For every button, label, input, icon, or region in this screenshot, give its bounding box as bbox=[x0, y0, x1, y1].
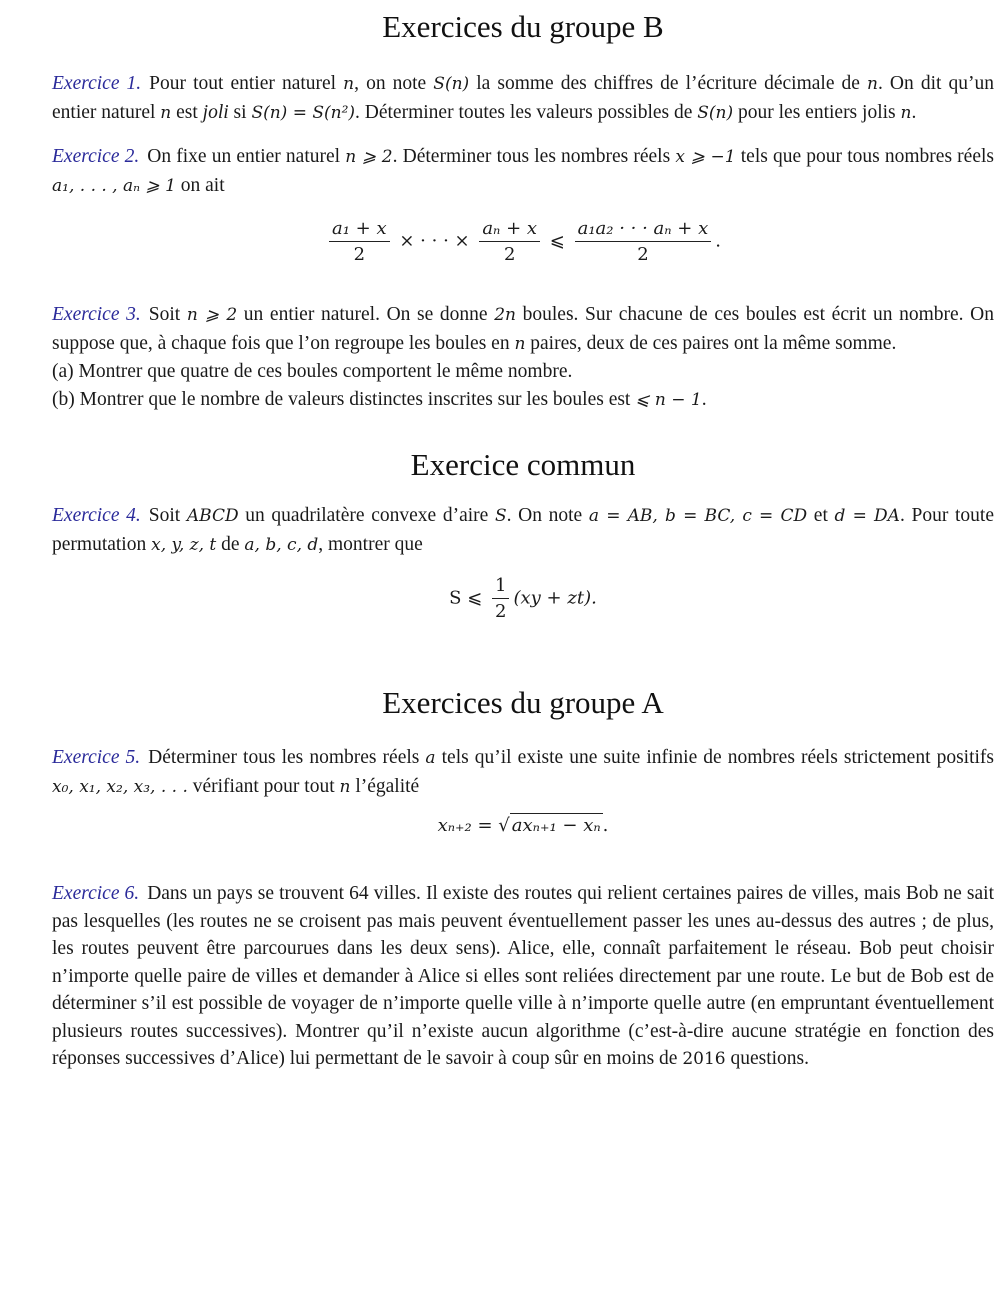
exercise-4: Exercice 4. Soit ABCD un quadrilatère convexe d’aire S. On note a = AB, b = BC, c = CD et d = DA. Pour toute permutation x, y, z, t de a, b, c, d, montrer que bbox=[52, 505, 994, 555]
exercise-2: Exercice 2. On fixe un entier naturel n ⩾ 2. Déterminer tous les nombres réels x ⩾ −1 tels que pour tous nombres réels a₁, . . . , aₙ ⩾ 1 on ait bbox=[52, 146, 994, 196]
exercise-6: Exercice 6. Dans un pays se trouvent 64 villes. Il existe des routes qui relient certaines paires de villes, mais Bob ne sait pas lesquelles (les routes ne se croisent pas mais peuvent éventuellement passer les unes au-dessus des autres ; de plus, les routes peuvent être parcourues dans les deux sens). Alice, elle, connaît parfaitement le réseau. Bob peut choisir n’importe quelle paire de villes et demander à Alice si elles sont reliées directement par une route. Le but de Bob est de déterminer s’il est possible de voyager de n’importe quelle ville à n’importe quelle autre (en empruntant éventuellement plusieurs routes successives). Montrer qu’il n’existe aucun algorithme (c’est-à-dire aucune stratégie en fonction des réponses successives d’Alice) lui permettant de le savoir à coup sûr en moins de 2016 questions. bbox=[52, 883, 994, 1069]
exercise-1: Exercice 1. Pour tout entier naturel n, on note S(n) la somme des chiffres de l’écriture décimale de n. On dit qu’un entier naturel n est joli si S(n) = S(n²). Déterminer toutes les valeurs possibles de S(n) pour les entiers jolis n. bbox=[52, 73, 994, 123]
section-title-group-a: Exercices du groupe A bbox=[382, 685, 664, 720]
exercise-4-label: Exercice 4. bbox=[52, 505, 141, 526]
document-page bbox=[52, 0, 994, 1074]
exercise-3-label: Exercice 3. bbox=[52, 304, 141, 325]
section-title-common: Exercice commun bbox=[410, 447, 636, 482]
fraction: $\frac{\text{a₁a₂ · · · aₙ + x}}{2}$ bbox=[575, 218, 712, 265]
exercise-5-label: Exercice 5. bbox=[52, 747, 141, 768]
exercise-2-label: Exercice 2. bbox=[52, 146, 140, 167]
exercise-6-label: Exercice 6. bbox=[52, 883, 140, 904]
exercise-3-part-a: (a) Montrer que quatre de ces boules comportent le même nombre. bbox=[52, 361, 573, 382]
exercise-1-label: Exercice 1. bbox=[52, 73, 142, 94]
exercise-5-equation: xₙ₊₂ = √ axₙ₊₁ − xₙ . bbox=[437, 815, 609, 836]
exercise-2-equation: $\frac{\text{a₁ + x}}{2}$ × · · · × $\frac{\text{aₙ + x}}{2}$ ⩽ $\frac{\text{a₁a₂ · · · aₙ + x}}{2}$ . bbox=[52, 218, 994, 265]
section-title-group-b: Exercices du groupe B bbox=[382, 9, 664, 44]
exercise-4-equation: S ⩽ $\frac{1}{2}$ (xy + zt). bbox=[449, 575, 597, 622]
exercise-3: Exercice 3. Soit n ⩾ 2 un entier naturel. On se donne 2n boules. Sur chacune de ces boules est écrit un nombre. On suppose que, à chaque fois que l’on regroupe les boules en n paires, deux de ces paires ont la même somme. bbox=[52, 304, 994, 354]
exercise-5: Exercice 5. Déterminer tous les nombres réels a tels qu’il existe une suite infinie de nombres réels strictement positifs x₀, x₁, x₂, x₃, . . . vérifiant pour tout n l’égalité bbox=[52, 747, 994, 797]
fraction: $\frac{\text{a₁ + x}}{2}$ bbox=[329, 218, 390, 265]
fraction: $\frac{\text{aₙ + x}}{2}$ bbox=[479, 218, 540, 265]
exercise-3-part-b: (b) Montrer que le nombre de valeurs distinctes inscrites sur les boules est ⩽ n − 1. bbox=[52, 388, 707, 410]
fraction: $\frac{1}{2}$ bbox=[492, 575, 509, 622]
